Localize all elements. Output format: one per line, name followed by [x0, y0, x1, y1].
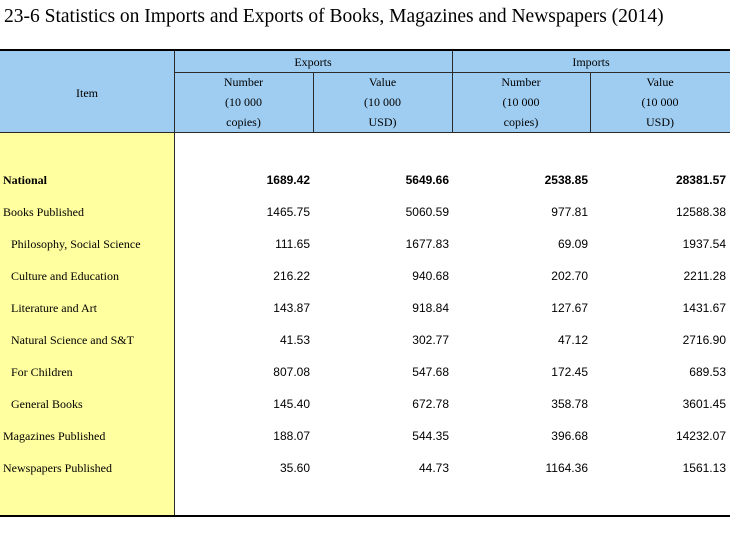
table-cell-imp-num: 127.67: [551, 301, 588, 315]
header-exports-value: [313, 72, 452, 132]
table-cell-exp-val: 5649.66: [405, 173, 449, 187]
header-imports-value: [590, 72, 730, 132]
table-cell-exp-num: 143.87: [273, 301, 310, 315]
header-line: Number: [223, 75, 264, 89]
table-cell-imp-val: 2211.28: [683, 269, 726, 283]
table-cell-exp-num: 807.08: [273, 365, 310, 379]
table-cell-exp-val: 918.84: [412, 301, 449, 315]
row-label: For Children: [11, 365, 73, 379]
header-line: Number: [501, 75, 541, 89]
page-title: 23-6 Statistics on Imports and Exports of Books, Magazines and Newspapers (2014): [4, 6, 664, 27]
header-item: Item: [76, 86, 98, 100]
table-cell-exp-num: 216.22: [273, 269, 310, 283]
table-cell-imp-val: 14232.07: [675, 429, 726, 443]
row-label: Literature and Art: [11, 301, 97, 315]
header-line: (10 000: [502, 95, 540, 109]
divider: [0, 132, 730, 133]
table-cell-exp-val: 940.68: [412, 269, 449, 283]
row-label: Newspapers Published: [3, 461, 112, 475]
table-cell-imp-num: 1164.36: [545, 461, 588, 475]
table-cell-exp-num: 188.07: [273, 429, 310, 443]
table-cell-imp-num: 69.09: [557, 237, 588, 251]
table-cell-imp-val: 28381.57: [675, 173, 726, 187]
table-cell-imp-num: 172.45: [551, 365, 588, 379]
table-cell-imp-num: 977.81: [551, 205, 588, 219]
table-cell-exp-val: 44.73: [418, 461, 449, 475]
header-exports-number: [174, 72, 313, 132]
row-label: General Books: [11, 397, 83, 411]
header-line: (10 000: [641, 95, 679, 109]
row-label: Natural Science and S&T: [11, 333, 134, 347]
bottom-rule: [0, 515, 730, 517]
table-cell-exp-num: 35.60: [279, 461, 310, 475]
table-cell-imp-val: 1561.13: [682, 461, 726, 475]
table-cell-exp-num: 41.53: [279, 333, 310, 347]
row-label: Culture and Education: [11, 269, 119, 283]
row-label: Magazines Published: [3, 429, 106, 443]
table-cell-imp-num: 202.70: [551, 269, 588, 283]
header-line: (10 000: [225, 95, 262, 109]
header-line: USD): [645, 115, 674, 129]
header-line: copies): [226, 115, 261, 129]
table-cell-exp-num: 111.65: [275, 237, 310, 251]
table-cell-imp-val: 1431.67: [682, 301, 726, 315]
table-cell-exp-val: 547.68: [412, 365, 449, 379]
table-cell-imp-val: 2716.90: [682, 333, 726, 347]
table-cell-imp-val: 3601.45: [682, 397, 726, 411]
table-cell-exp-val: 672.78: [412, 397, 449, 411]
row-label: Philosophy, Social Science: [11, 237, 141, 251]
header-exports: Exports: [294, 55, 332, 69]
header-imports-number: [452, 72, 590, 132]
header-imports: Imports: [572, 55, 610, 69]
table-cell-imp-num: 2538.85: [544, 173, 588, 187]
table-cell-exp-val: 302.77: [412, 333, 449, 347]
table-cell-imp-val: 689.53: [689, 365, 726, 379]
header-line: Value: [646, 75, 674, 89]
item-column-body: [0, 132, 174, 516]
table-cell-exp-val: 5060.59: [405, 205, 449, 219]
table-cell-imp-num: 358.78: [551, 397, 588, 411]
table-cell-exp-num: 145.40: [273, 397, 310, 411]
table-cell-imp-num: 396.68: [551, 429, 588, 443]
table-cell-imp-val: 12588.38: [675, 205, 726, 219]
row-label: Books Published: [3, 205, 85, 219]
table-cell-exp-val: 544.35: [412, 429, 449, 443]
header-line: Value: [368, 75, 397, 89]
header-line: (10 000: [364, 95, 401, 109]
header-line: USD): [368, 115, 397, 129]
table-cell-exp-val: 1677.83: [405, 237, 449, 251]
table-cell-imp-num: 47.12: [557, 333, 588, 347]
header-line: copies): [503, 115, 539, 129]
table-cell-imp-val: 1937.54: [682, 237, 726, 251]
table-cell-exp-num: 1689.42: [266, 173, 310, 187]
row-label: National: [3, 173, 48, 187]
table-cell-exp-num: 1465.75: [266, 205, 310, 219]
